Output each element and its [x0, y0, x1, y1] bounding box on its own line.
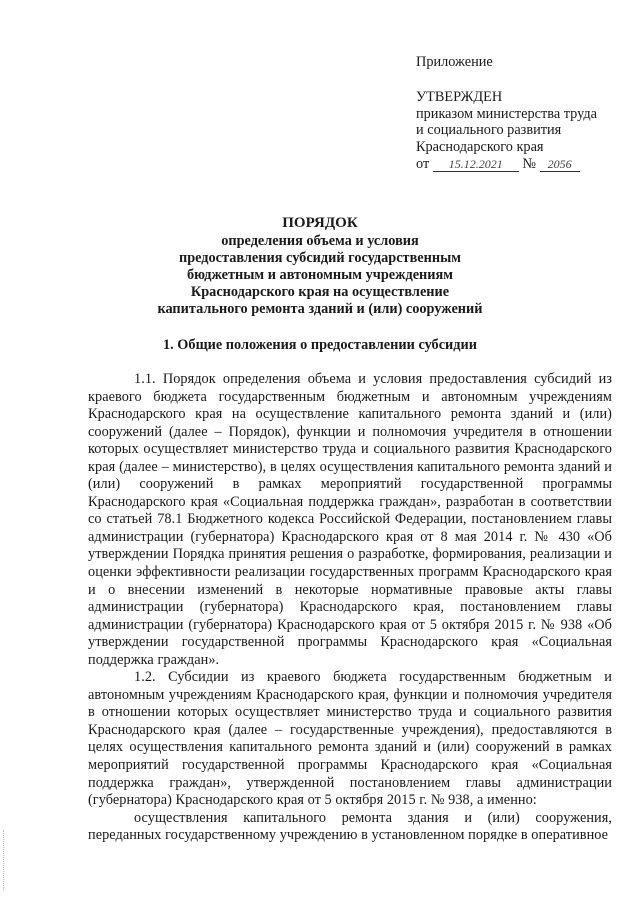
- approval-line-1: приказом министерства труда: [416, 105, 598, 122]
- approval-line-2: и социального развития: [416, 122, 562, 139]
- approval-stamp: [416, 54, 626, 173]
- handwritten-number: 2056: [540, 157, 580, 172]
- approved-label: УТВЕРЖДЕН: [416, 88, 503, 105]
- scan-margin-mark: [3, 830, 6, 890]
- handwritten-date: 15.12.2021: [433, 157, 519, 172]
- title-line: бюджетным и автономным учреждениям: [186, 267, 454, 283]
- document-body: [88, 371, 612, 845]
- from-prefix: от: [416, 155, 430, 172]
- paragraph: 1.1. Порядок определения объема и условия предоставления субсидий из краевого бюджета государственным бюджетным и автономным учреждениям Краснодарского края на осуществление капитального ремонта зданий и (или) сооружений (далее – Порядок), функции и полномочия учредителя в отношении которых осуществляет министерство труда и социального развития Краснодарского края (далее – министерство), в целях осуществления капитального ремонта зданий и (или) сооружений в рамках мероприятий государственной программы Краснодарского края «Социальная поддержка граждан», разработан в соответствии со статьей 78.1 Бюджетного кодекса Российской Федерации, постановлением главы администрации (губернатора) Краснодарского края от 8 мая 2014 г. № 430 «Об утверждении Порядка принятия решения о разработке, формирования, реализации и оценки эффективности реализации государственных программ Краснодарского края и о внесении изменений в некоторые нормативные правовые акты главы администрации (губернатора) Краснодарского края, постановлением главы администрации (губернатора) Краснодарского края от 5 октября 2015 г. № 938 «Об утверждении государственной программы Краснодарского края «Социальная поддержка граждан».: [88, 371, 612, 668]
- section-heading: 1. Общие положения о предоставлении субсидии: [163, 337, 477, 353]
- title-line: определения объема и условия: [221, 233, 419, 249]
- title-line: предоставления субсидий государственным: [178, 250, 462, 266]
- title-line: Краснодарского края на осуществление: [190, 284, 450, 300]
- title-main: ПОРЯДОК: [282, 215, 358, 231]
- appendix-label: Приложение: [416, 54, 493, 70]
- title-line: капитального ремонта зданий и (или) сооружений: [157, 301, 483, 317]
- document-title: [60, 215, 580, 318]
- paragraph: осуществления капитального ремонта здания и (или) сооружения, переданных государственному учреждению в установленном порядке в оперативное: [88, 809, 612, 844]
- number-sign: №: [522, 155, 537, 172]
- paragraph: 1.2. Субсидии из краевого бюджета государственным бюджетным и автономным учреждениям Краснодарского края, функции и полномочия учредителя в отношении которых осуществляет министерство труда и социального развития Краснодарского края (далее – государственные учреждения), предоставляются в целях осуществления капитального ремонта зданий и (или) сооружений в рамках мероприятий государственной программы Краснодарского края «Социальная поддержка граждан», утвержденной постановлением главы администрации (губернатора) Краснодарского края от 5 октября 2015 г. № 938, а именно:: [88, 669, 612, 809]
- approval-line-3: Краснодарского края: [416, 139, 544, 156]
- approval-date-row: [416, 156, 626, 173]
